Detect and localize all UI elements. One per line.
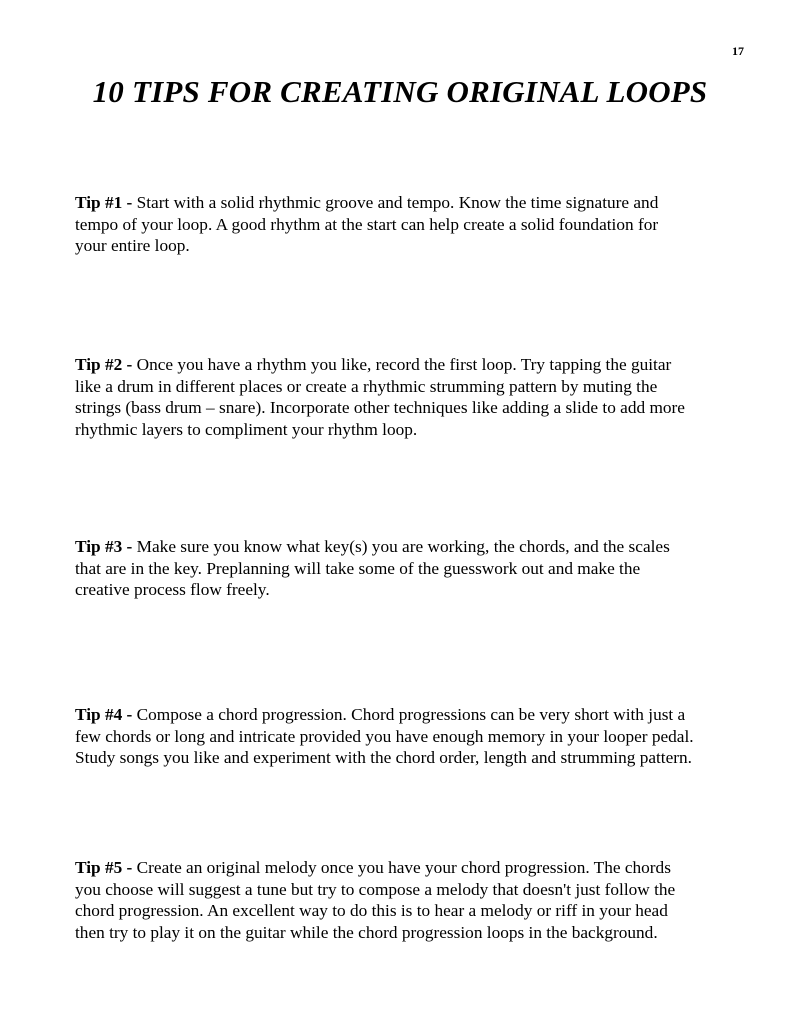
tip-text-line: tempo of your loop. A good rhythm at the start can help create a solid foundation for — [75, 214, 659, 234]
tip-text-line: few chords or long and intricate provided you have enough memory in your looper pedal. — [75, 726, 694, 746]
tip-2 — [75, 354, 775, 440]
tip-4 — [75, 704, 775, 769]
tip-text-line: rhythmic layers to compliment your rhythm loop. — [75, 419, 418, 439]
tip-text-line: strings (bass drum – snare). Incorporate other techniques like adding a slide to add more — [75, 398, 685, 417]
tip-label: Tip #3 - — [75, 537, 133, 556]
tip-text-line: Make sure you know what key(s) you are working, the chords, and the scales — [136, 537, 670, 556]
tip-5 — [75, 857, 775, 943]
tip-text-line: creative process flow freely. — [75, 580, 270, 599]
tip-3 — [75, 536, 775, 601]
tip-text-line: Once you have a rhythm you like, record the first loop. Try tapping the guitar — [136, 355, 672, 374]
tip-text-line: Create an original melody once you have your chord progression. The chords — [136, 858, 671, 877]
tip-text-line: you choose will suggest a tune but try to compose a melody that doesn't just follow the — [75, 879, 676, 899]
page-number: 17 — [732, 44, 744, 58]
tip-label: Tip #4 - — [75, 705, 133, 724]
tip-text-line: Compose a chord progression. Chord progressions can be very short with just a — [136, 705, 686, 724]
tip-1 — [75, 192, 775, 257]
tip-text-line: that are in the key. Preplanning will take some of the guesswork out and make the — [75, 558, 641, 578]
tip-text-line: your entire loop. — [75, 236, 190, 255]
tip-label: Tip #5 - — [75, 858, 133, 877]
tip-label: Tip #2 - — [75, 355, 133, 374]
tip-label: Tip #1 - — [75, 193, 133, 212]
tip-text-line: then try to play it on the guitar while the chord progression loops in the background. — [75, 922, 658, 942]
tip-text-line: chord progression. An excellent way to do this is to hear a melody or riff in your head — [75, 901, 668, 920]
page-title: 10 TIPS FOR CREATING ORIGINAL LOOPS — [92, 74, 708, 109]
tip-text-line: like a drum in different places or create a rhythmic strumming pattern by muting the — [75, 376, 658, 396]
tip-text-line: Study songs you like and experiment with the chord order, length and strumming pattern. — [75, 748, 692, 767]
tip-text-line: Start with a solid rhythmic groove and tempo. Know the time signature and — [136, 193, 659, 212]
